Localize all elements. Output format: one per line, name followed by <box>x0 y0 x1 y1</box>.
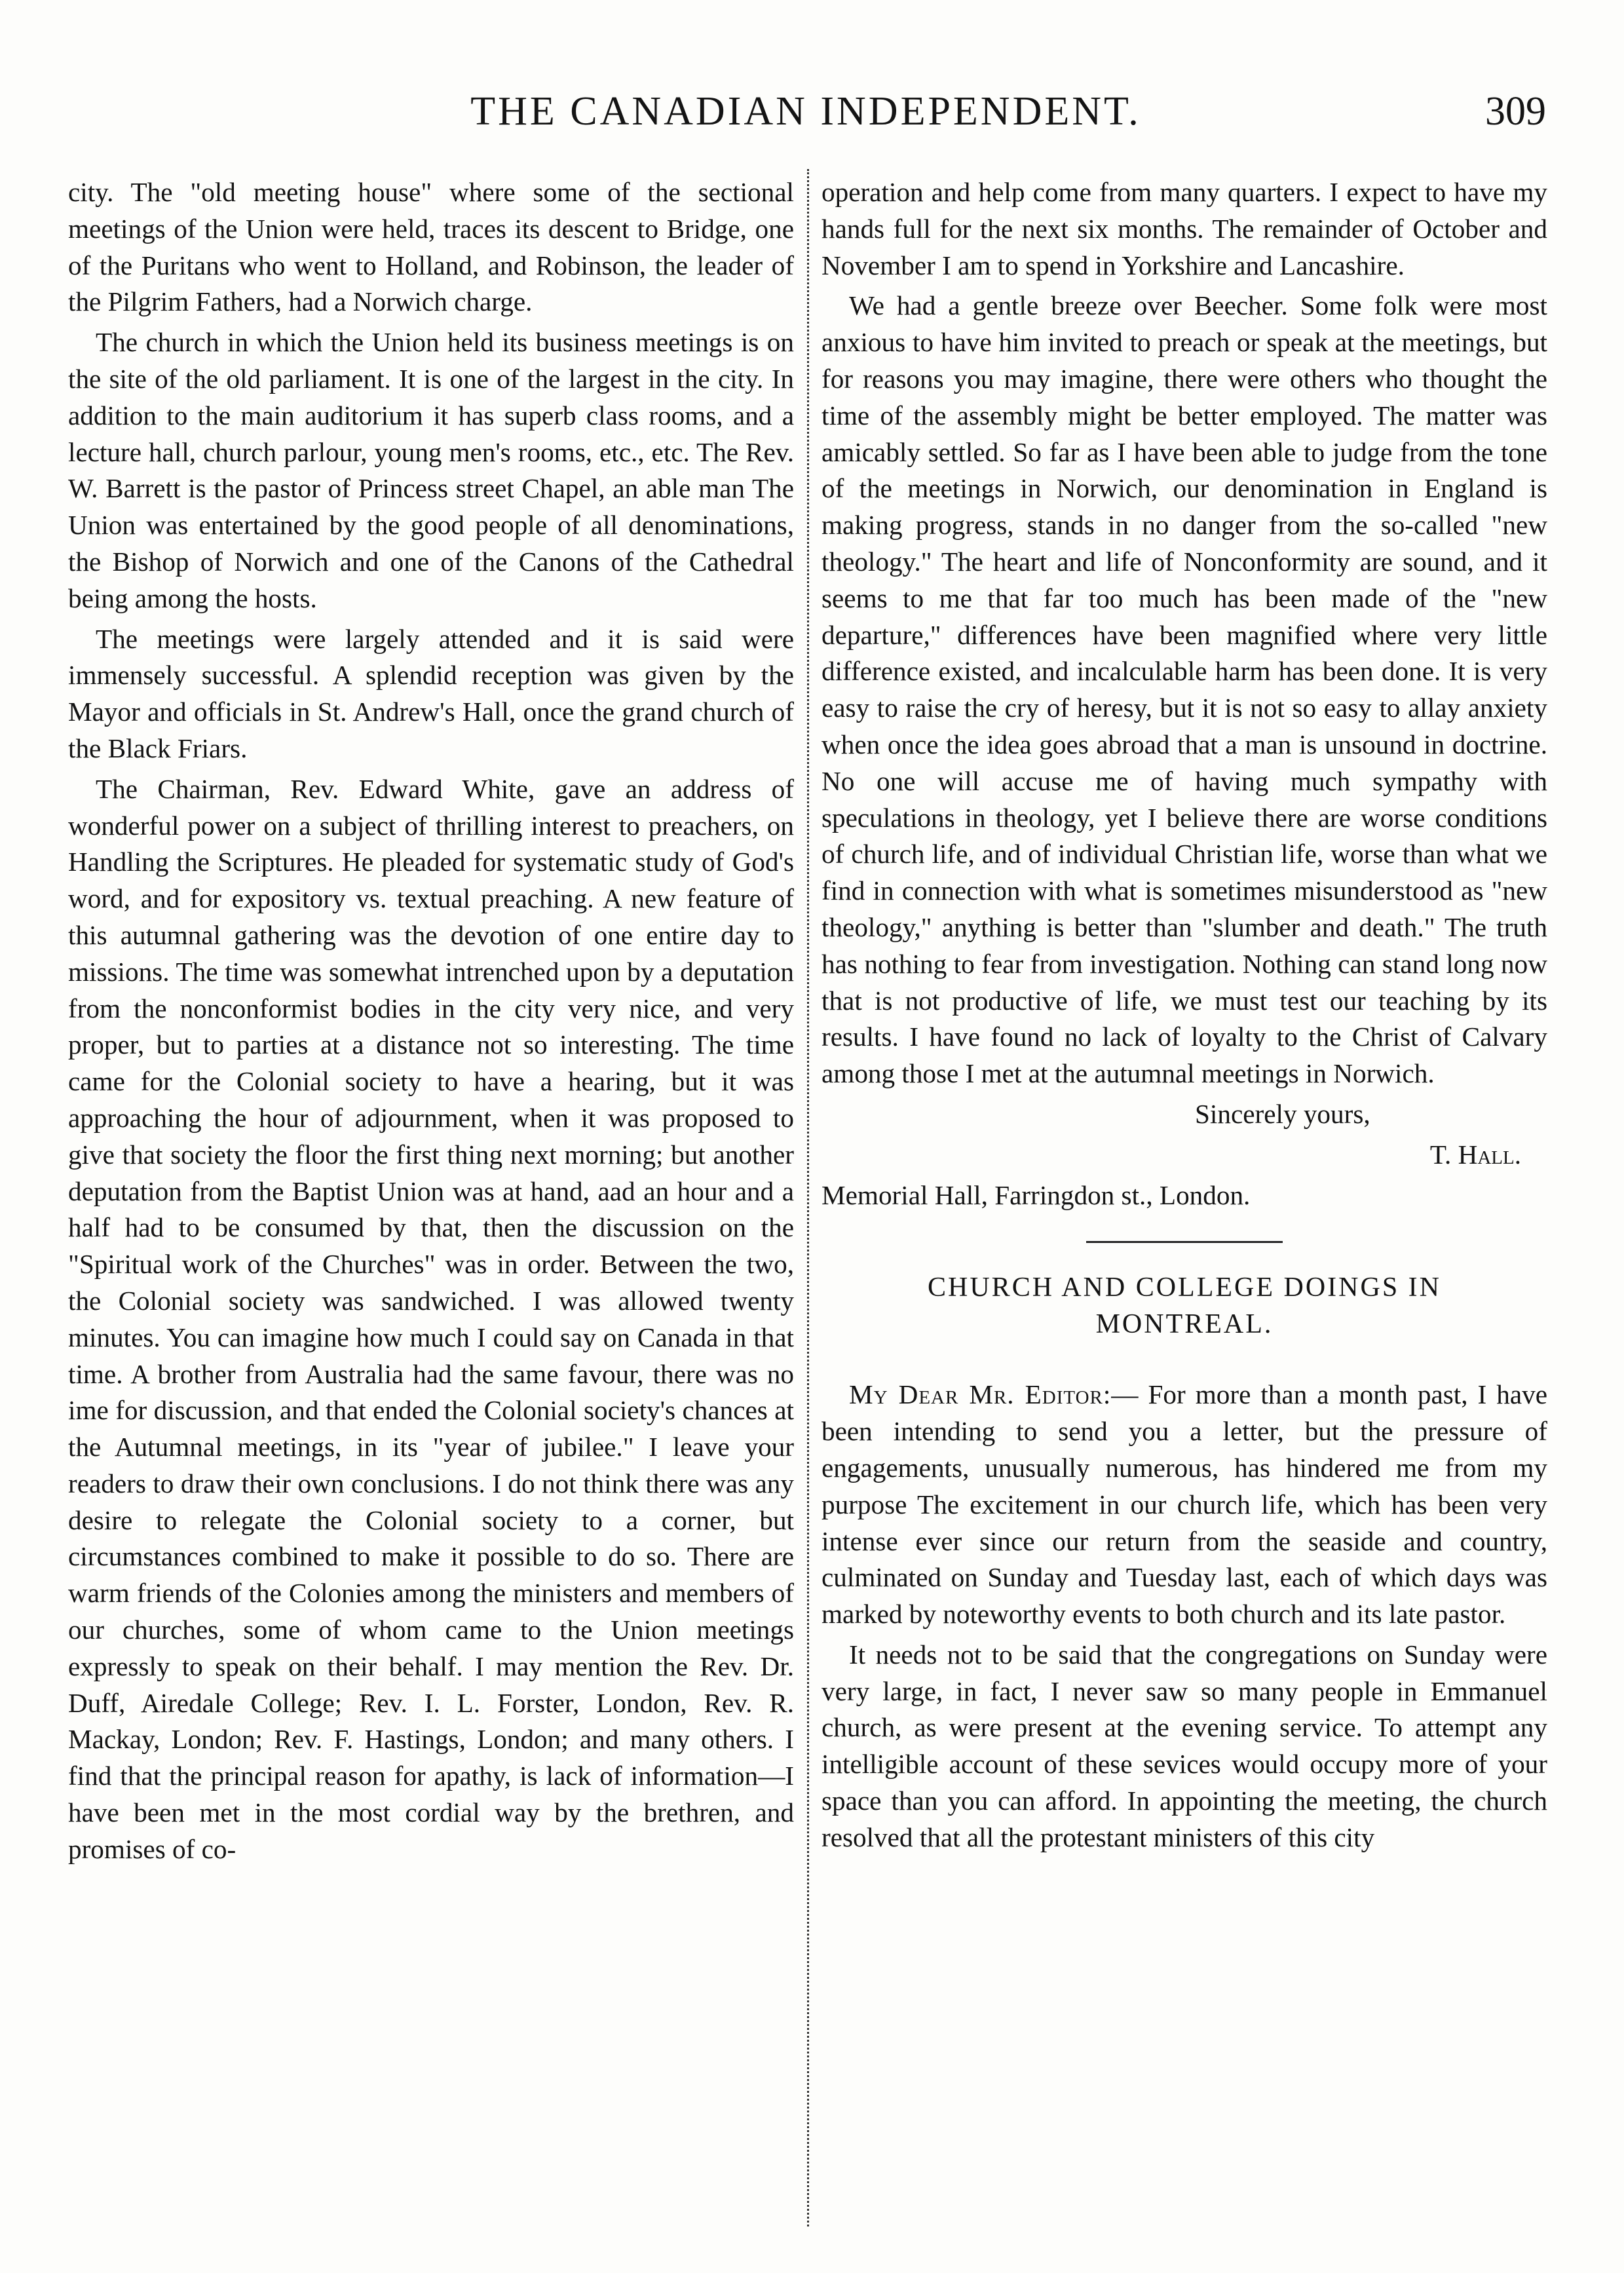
section-rule <box>1086 1241 1283 1243</box>
right-paragraph-2: We had a gentle breeze over Beecher. Some folk were most anxious to have him invited to preach or speak at the meetings, but for reasons you may imagine, there were others who thought the time of the assembly might be better employed. The matter was amicably settled. So far as I have been able to judge from the tone of the meetings in Norwich, our denomination in England is making progress, stands in no danger from the so-called "new theology." The heart and life of Nonconformity are sound, and it seems to me that far too much has been made of the "new departure," differences have been magnified where very little difference existed, and incalculable harm has been done. It is very easy to raise the cry of heresy, but it is not so easy to allay anxiety when once the idea goes abroad that a man is unsound in doctrine. No one will accuse me of having much sympathy with speculations in theology, yet I believe there are worse conditions of church life, and of individual Christian life, worse than what we find in connection with what is sometimes misunderstood as "new theology," anything is better than "slumber and death." The truth has nothing to fear from investigation. Nothing can stand long now that is not productive of life, we must test our teaching by its results. I have found no lack of loyalty to the Christ of Calvary among those I met at the autumnal meetings in Norwich. <box>821 290 1547 1089</box>
article-heading <box>821 1269 1547 1343</box>
left-paragraph-1: city. The "old meeting house" where some of the sectional meetings of the Union were held, traces its descent to Bridge, one of the Puritans who went to Holland, and Robinson, the leader of the Pilgrim Fathers, had a Norwich charge. <box>68 177 794 317</box>
page-header <box>66 80 1546 140</box>
letter-signature: T. Hall. <box>1429 1139 1521 1170</box>
letter-place: Memorial Hall, Farringdon st., London. <box>821 1179 1251 1210</box>
left-paragraph-3: The meetings were largely attended and it is said were immensely successful. A splendid reception was given by the Mayor and officials in St. Andrew's Hall, once the grand church of the Black Friars. <box>68 623 794 763</box>
article-heading-line-1: CHURCH AND COLLEGE DOINGS IN <box>928 1272 1441 1303</box>
left-paragraph-4: The Chairman, Rev. Edward White, gave an address of wonderful power on a subject of thrilling interest to preachers, on Handling the Scriptures. He pleaded for systematic study of God's word, and for expository vs. textual preaching. A new feature of this autumnal gathering was the devotion of one entire day to missions. The time was somewhat intrenched upon by a deputation from the nonconformist bodies in the city very nice, and very proper, but to parties at a distance not so interesting. The time came for the Colonial society to have a hearing, but it was approaching the hour of adjournment, when it was proposed to give that society the floor the first thing next morning; but another deputation from the Baptist Union was at hand, aad an hour and a half had to be consumed by that, then the discussion on the "Spiritual work of the Churches" was in order. Between the two, the Colonial society was sandwiched. I was allowed twenty minutes. You can imagine how much I could say on Canada in that time. A brother from Australia had the same favour, there was no ime for discussion, and that ended the Colonial society's chances at the Autumnal meetings, in its "year of jubilee." I leave your readers to draw their own conclusions. I do not think there was any desire to relegate the Colonial society to a corner, but circumstances combined to make it possible to do so. There are warm friends of the Colonies among the ministers and members of our churches, some of whom came to the Union meetings expressly to speak on their behalf. I may mention the Rev. Dr. Duff, Airedale College; Rev. I. L. Forster, London, Rev. R. Mackay, London; Rev. F. Hastings, London; and many others. I find that the principal reason for apathy, is lack of information—I have been met in the most cordial way by the brethren, and promises of co- <box>68 773 794 1864</box>
article-paragraph-2: It needs not to be said that the congregations on Sunday were very large, in fact, I never saw so many people in Emmanuel church, as were present at the evening service. To attempt any intelligible account of these sevices would occupy more of your space than you can afford. In appointing the meeting, the church resolved that all the protestant ministers of this city <box>821 1639 1547 1852</box>
letter-closing: Sincerely yours, <box>1195 1098 1370 1129</box>
page-number: 309 <box>1485 89 1546 134</box>
right-column <box>821 174 1547 1856</box>
article-heading-line-2: MONTREAL. <box>1095 1309 1274 1340</box>
article-paragraph-1 <box>821 1377 1547 1633</box>
left-column <box>68 174 794 1868</box>
left-paragraph-2: The church in which the Union held its business meetings is on the site of the old parliament. It is one of the largest in the city. In addition to the main auditorium it has superb class rooms, and a lecture hall, church parlour, young men's rooms, etc., etc. The Rev. W. Barrett is the pastor of Princess street Chapel, an able man The Union was entertained by the good people of all denominations, the Bishop of Norwich and one of the Canons of the Cathedral being among the hosts. <box>68 327 794 613</box>
salutation: My Dear Mr. Editor: <box>849 1379 1112 1410</box>
publication-title: THE CANADIAN INDEPENDENT. <box>470 89 1141 134</box>
right-paragraph-1: operation and help come from many quarters. I expect to have my hands full for the next six months. The remainder of October and November I am to spend in Yorkshire and Lancashire. <box>821 177 1547 280</box>
column-divider <box>807 169 809 2226</box>
article-paragraph-1-text: — For more than a month past, I have been intending to send you a letter, but the pressure of engagements, unusually numerous, has hindered me from my purpose The excitement in our church life, which has been very intense ever since our return from the seaside and country, culminated on Sunday and Tuesday last, each of which days was marked by noteworthy events to both church and its late pastor. <box>821 1379 1548 1630</box>
